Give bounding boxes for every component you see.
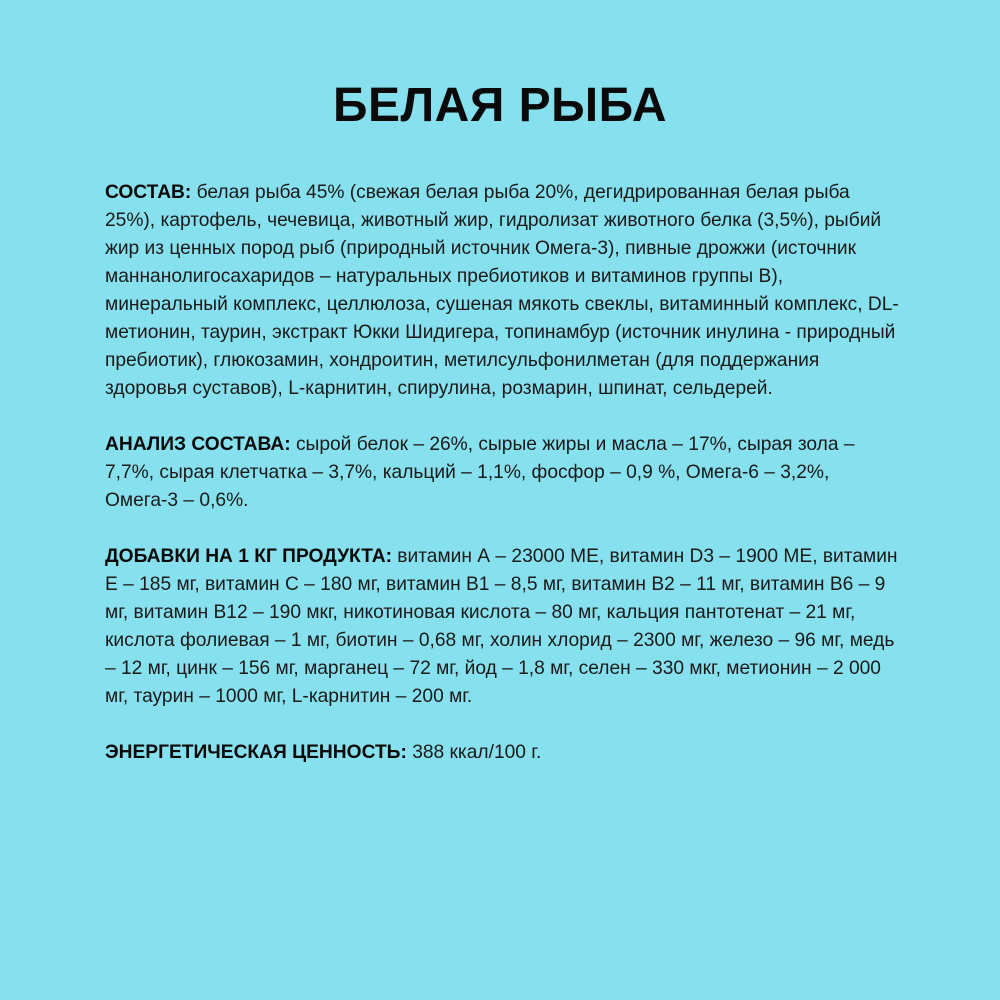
- energy-text: 388 ккал/100 г.: [406, 742, 542, 763]
- energy-label: ЭНЕРГЕТИЧЕСКАЯ ЦЕННОСТЬ:: [105, 742, 407, 763]
- composition-section: [105, 179, 900, 403]
- analysis-text: сырой белок – 26%, сырые жиры и масла – 17%, сырая зола – 7,7%, сырая клетчатка – 3,7%, кальций – 1,1%, фосфор – 0,9 %, Омега-6 – 3,2%, Омега-3 – 0,6%.: [105, 434, 855, 511]
- product-title: БЕЛАЯ РЫБА: [332, 79, 668, 132]
- analysis-section: [105, 431, 900, 515]
- additives-text: витамин А – 23000 МЕ, витамин D3 – 1900 МЕ, витамин Е – 185 мг, витамин С – 180 мг, витамин В1 – 8,5 мг, витамин В2 – 11 мг, витамин В6 – 9 мг, витамин В12 – 190 мкг, никотиновая кислота – 80 мг, кальция пантотенат – 21 мг, кислота фолиевая – 1 мг, биотин – 0,68 мг, холин хлорид – 2300 мг, железо – 96 мг, медь – 12 мг, цинк – 156 мг, марганец – 72 мг, йод – 1,8 мг, селен – 330 мкг, метионин – 2 000 мг, таурин – 1000 мг, L-карнитин – 200 мг.: [105, 546, 898, 707]
- energy-section: [105, 739, 900, 767]
- composition-text: белая рыба 45% (свежая белая рыба 20%, дегидрированная белая рыба 25%), картофель, чечевица, животный жир, гидролизат животного белка (3,5%), рыбий жир из ценных пород рыб (природный источник Омега-3), пивные дрожжи (источник маннанолигосахаридов – натуральных пребиотиков и витаминов группы В), минеральный комплекс, целлюлоза, сушеная мякоть свеклы, витаминный комплекс, DL-метионин, таурин, экстракт Юкки Шидигера, топинамбур (источник инулина - природный пребиотик), глюкозамин, хондроитин, метилсульфонилметан (для поддержания здоровья суставов), L-карнитин, спирулина, розмарин, шпинат, сельдерей.: [105, 182, 899, 399]
- additives-label: ДОБАВКИ НА 1 КГ ПРОДУКТА:: [105, 546, 392, 567]
- analysis-label: АНАЛИЗ СОСТАВА:: [105, 434, 291, 455]
- additives-section: [105, 543, 900, 711]
- composition-label: СОСТАВ:: [105, 182, 192, 203]
